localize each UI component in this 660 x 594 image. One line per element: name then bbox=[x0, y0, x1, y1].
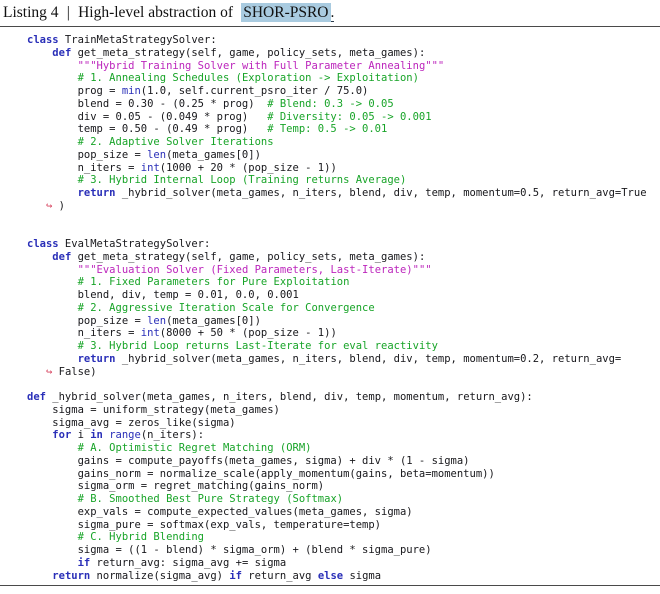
code-line bbox=[27, 111, 660, 124]
code-token: get_meta_strategy(self, game, policy_sets, meta_games): bbox=[71, 46, 426, 59]
code-line bbox=[27, 302, 660, 315]
code-token: pop_size = bbox=[27, 148, 148, 161]
code-token: # A. Optimistic Regret Matching (ORM) bbox=[77, 442, 312, 454]
code-line bbox=[27, 174, 660, 187]
code-token: temp = 0.50 - (0.49 * prog) bbox=[27, 123, 268, 136]
code-token bbox=[27, 353, 78, 365]
code-line bbox=[27, 200, 660, 213]
code-token bbox=[27, 136, 78, 148]
code-token: range bbox=[109, 429, 141, 442]
code-line bbox=[27, 442, 660, 455]
code-line bbox=[27, 289, 660, 302]
code-token bbox=[27, 187, 78, 199]
code-token: div = 0.05 - (0.049 * prog) bbox=[27, 110, 268, 123]
code-token: # 2. Adaptive Solver Iterations bbox=[77, 136, 274, 148]
code-token: return_avg: sigma_avg += sigma bbox=[90, 556, 287, 569]
code-line bbox=[27, 404, 660, 417]
code-token: ) bbox=[52, 199, 65, 212]
code-token: sigma_pure = softmax(exp_vals, temperature=temp) bbox=[27, 518, 382, 531]
code-token: # C. Hybrid Blending bbox=[77, 531, 205, 544]
code-line bbox=[27, 366, 660, 379]
code-line bbox=[27, 213, 660, 226]
code-line bbox=[27, 378, 660, 391]
listing-label: Listing 4 bbox=[3, 4, 59, 21]
listing-header bbox=[0, 0, 660, 22]
code-token bbox=[27, 570, 52, 582]
code-line bbox=[27, 72, 660, 85]
code-token bbox=[27, 302, 78, 314]
code-token bbox=[27, 429, 52, 441]
code-token: # 1. Annealing Schedules (Exploration -> Exploitation) bbox=[77, 72, 419, 85]
code-token: n_iters = bbox=[27, 327, 141, 340]
code-token: def bbox=[52, 250, 72, 263]
code-token: def bbox=[27, 391, 46, 403]
code-token bbox=[27, 251, 52, 263]
code-token: # Diversity: 0.05 -> 0.001 bbox=[267, 110, 432, 123]
code-line bbox=[27, 544, 660, 557]
code-token: sigma_avg = zeros_like(sigma) bbox=[27, 416, 236, 429]
code-token: in bbox=[90, 429, 103, 442]
code-token: _hybrid_solver(meta_games, n_iters, blend, div, temp, momentum=0.2, return_avg= bbox=[115, 352, 622, 365]
code-token: (n_iters): bbox=[140, 429, 205, 442]
code-token: _hybrid_solver(meta_games, n_iters, blend, div, temp, momentum, return_avg): bbox=[45, 391, 533, 403]
code-token: if bbox=[77, 556, 91, 569]
code-line bbox=[27, 391, 660, 404]
code-token: else bbox=[317, 569, 344, 582]
code-token: n_iters = bbox=[27, 161, 141, 174]
code-token: class bbox=[27, 34, 59, 46]
code-token: len bbox=[147, 148, 167, 161]
code-line bbox=[27, 187, 660, 200]
code-token bbox=[27, 276, 78, 288]
code-line bbox=[27, 251, 660, 264]
code-line bbox=[27, 429, 660, 442]
code-line bbox=[27, 570, 660, 583]
listing-separator: | bbox=[66, 4, 70, 21]
code-line bbox=[27, 225, 660, 238]
code-line bbox=[27, 85, 660, 98]
code-token: normalize(sigma_avg) bbox=[90, 569, 230, 582]
code-line bbox=[27, 47, 660, 60]
code-token: int bbox=[140, 327, 160, 340]
code-token: return bbox=[77, 187, 116, 199]
code-token: len bbox=[147, 314, 167, 327]
code-line bbox=[27, 276, 660, 289]
code-line bbox=[27, 238, 660, 251]
code-line bbox=[27, 60, 660, 73]
code-token bbox=[27, 60, 78, 72]
code-token bbox=[27, 531, 78, 543]
code-line bbox=[27, 136, 660, 149]
code-line bbox=[27, 480, 660, 493]
code-line bbox=[27, 98, 660, 111]
code-token bbox=[27, 557, 78, 569]
code-token bbox=[27, 442, 78, 454]
code-token: return bbox=[52, 569, 91, 582]
listing-title: High-level abstraction of bbox=[78, 4, 234, 21]
code-token: min bbox=[121, 85, 141, 97]
code-token bbox=[27, 493, 78, 505]
code-token: blend, div, temp = 0.01, 0.0, 0.001 bbox=[27, 289, 299, 301]
code-token bbox=[27, 47, 52, 59]
code-token: # Temp: 0.5 -> 0.01 bbox=[267, 123, 388, 136]
code-line bbox=[27, 531, 660, 544]
code-token: class bbox=[27, 238, 59, 250]
code-block bbox=[0, 27, 660, 582]
code-token: EvalMetaStrategySolver: bbox=[58, 238, 211, 250]
bottom-rule bbox=[0, 585, 660, 586]
code-token: """Hybrid Training Solver with Full Parameter Annealing""" bbox=[77, 59, 445, 72]
code-token bbox=[27, 72, 78, 84]
code-line bbox=[27, 468, 660, 481]
code-line bbox=[27, 417, 660, 430]
code-token: # Blend: 0.3 -> 0.05 bbox=[267, 97, 394, 110]
code-token: exp_vals = compute_expected_values(meta_games, sigma) bbox=[27, 505, 413, 518]
code-token: return_avg bbox=[241, 569, 318, 582]
code-line bbox=[27, 455, 660, 468]
code-line bbox=[27, 519, 660, 532]
code-token: (8000 + 50 * (pop_size - 1)) bbox=[159, 327, 337, 340]
code-line bbox=[27, 149, 660, 162]
code-token: # 3. Hybrid Loop returns Last-Iterate for eval reactivity bbox=[77, 340, 438, 352]
code-token: # 3. Hybrid Internal Loop (Training returns Average) bbox=[77, 174, 407, 187]
code-token bbox=[27, 366, 46, 378]
code-token: False) bbox=[52, 365, 97, 378]
code-token: pop_size = bbox=[27, 314, 148, 327]
code-token: gains_norm = normalize_scale(apply_momentum(gains, beta=momentum)) bbox=[27, 467, 495, 480]
line-wrap-arrow-icon: ↪ bbox=[45, 199, 53, 212]
code-token: prog = bbox=[27, 85, 122, 97]
code-line bbox=[27, 327, 660, 340]
code-line bbox=[27, 493, 660, 506]
code-token: # B. Smoothed Best Pure Strategy (Softmax) bbox=[77, 493, 344, 505]
code-token: def bbox=[52, 46, 72, 59]
code-token: sigma = ((1 - blend) * sigma_orm) + (blend * sigma_pure) bbox=[27, 544, 432, 556]
code-line bbox=[27, 353, 660, 366]
code-line bbox=[27, 506, 660, 519]
code-token: TrainMetaStrategySolver: bbox=[58, 34, 217, 46]
code-line bbox=[27, 557, 660, 570]
code-token: return bbox=[77, 352, 116, 365]
code-token: (1000 + 20 * (pop_size - 1)) bbox=[159, 161, 337, 174]
code-token: (meta_games[0]) bbox=[166, 148, 261, 161]
code-line bbox=[27, 264, 660, 277]
code-line bbox=[27, 315, 660, 328]
line-wrap-arrow-icon: ↪ bbox=[45, 365, 53, 378]
title-period: . bbox=[330, 4, 335, 21]
highlighted-term: SHOR-PSRO bbox=[243, 4, 329, 21]
code-line bbox=[27, 123, 660, 136]
code-token: sigma = uniform_strategy(meta_games) bbox=[27, 403, 280, 416]
code-token: blend = 0.30 - (0.25 * prog) bbox=[27, 97, 268, 110]
code-line bbox=[27, 34, 660, 47]
code-token: """Evaluation Solver (Fixed Parameters, Last-Iterate)""" bbox=[77, 263, 432, 276]
code-token: for bbox=[52, 429, 72, 442]
code-token: sigma bbox=[343, 569, 382, 582]
code-token: # 1. Fixed Parameters for Pure Exploitation bbox=[77, 276, 350, 289]
code-token: _hybrid_solver(meta_games, n_iters, blend, div, temp, momentum=0.5, return_avg=True bbox=[115, 187, 647, 199]
code-token: (meta_games[0]) bbox=[166, 314, 261, 327]
code-token: gains = compute_payoffs(meta_games, sigma) + div * (1 - sigma) bbox=[27, 454, 470, 467]
code-token: (1.0, self.current_psro_iter / 75.0) bbox=[140, 85, 369, 97]
code-token bbox=[27, 200, 46, 212]
code-line bbox=[27, 340, 660, 353]
code-token: # 2. Aggressive Iteration Scale for Convergence bbox=[77, 301, 375, 314]
code-token bbox=[27, 174, 78, 186]
code-token: if bbox=[229, 569, 242, 582]
code-token: int bbox=[140, 161, 160, 174]
code-token bbox=[27, 264, 78, 276]
code-token: get_meta_strategy(self, game, policy_sets, meta_games): bbox=[71, 250, 426, 263]
code-line bbox=[27, 162, 660, 175]
code-token: i bbox=[71, 429, 91, 442]
code-token bbox=[27, 340, 78, 352]
code-token: sigma_orm = regret_matching(gains_norm) bbox=[27, 480, 325, 493]
